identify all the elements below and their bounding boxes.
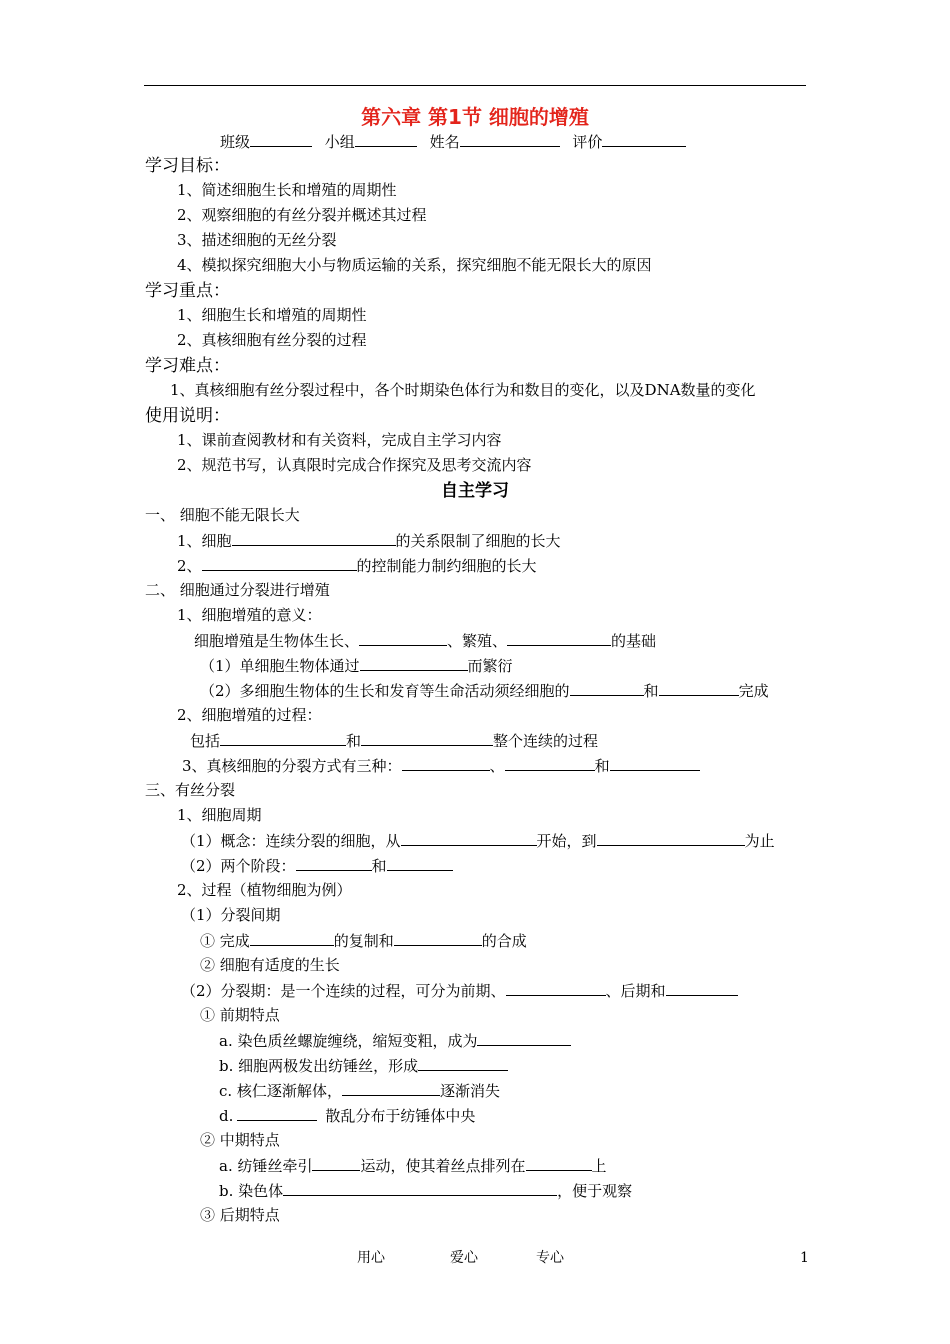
metaphase-b	[219, 1180, 632, 1201]
s2-q2-text	[190, 730, 598, 751]
s2-q1-2-blank-1[interactable]	[570, 680, 644, 696]
prophase-heading: ① 前期特点	[200, 1006, 280, 1024]
s3-q2-2-blank-1[interactable]	[506, 980, 606, 996]
prophase-a-text: a. 染色质丝螺旋缠绕，缩短变粗，成为	[219, 1032, 478, 1050]
s2-q2-text-a: 包括	[190, 732, 221, 750]
s2-q1-text-c: 的基础	[611, 632, 657, 650]
difficulties-heading: 学习难点：	[145, 356, 230, 376]
objective-item: 4、模拟探究细胞大小与物质运输的关系，探究细胞不能无限长大的原因	[177, 256, 652, 274]
s2-q1-1-text-b: 而繁衍	[467, 657, 513, 675]
s2-q1-1	[200, 655, 513, 676]
prophase-d-blank[interactable]	[237, 1105, 317, 1121]
footer-left: 用心	[357, 1250, 385, 1266]
self-study-heading: 自主学习	[441, 481, 509, 501]
key-points-heading: 学习重点：	[145, 281, 230, 301]
s3-q2-1: （1）分裂间期	[181, 906, 281, 924]
s2-q1-2-text-a: （2）多细胞生物体的生长和发育等生命活动须经细胞的	[200, 682, 570, 700]
anaphase-heading: ③ 后期特点	[200, 1206, 280, 1224]
s2-q2-text-c: 整个连续的过程	[493, 732, 599, 750]
name-field[interactable]	[460, 131, 560, 147]
footer-mid: 爱心	[450, 1250, 478, 1266]
s2-q1-2-text-c: 完成	[738, 682, 769, 700]
prophase-a	[219, 1030, 571, 1051]
metaphase-a-text-c: 上	[591, 1157, 607, 1175]
s3-q2-2-text-a: （2）分裂期：是一个连续的过程，可分为前期、	[181, 982, 506, 1000]
section-three-title: 三、有丝分裂	[145, 781, 236, 799]
s2-q1-text	[194, 630, 656, 651]
s3-q1-2-blank-2[interactable]	[387, 855, 453, 871]
s2-q1-text-b: 、繁殖、	[447, 632, 508, 650]
s2-q2-text-b: 和	[346, 732, 362, 750]
s2-question-1: 1、细胞增殖的意义：	[177, 606, 322, 624]
s2-q1-blank-1[interactable]	[359, 630, 447, 646]
usage-item: 2、规范书写，认真限时完成合作探究及思考交流内容	[177, 456, 532, 474]
objective-item: 1、简述细胞生长和增殖的周期性	[177, 181, 397, 199]
metaphase-a-blank-2[interactable]	[526, 1155, 592, 1171]
section-two-title: 二、 细胞通过分裂进行增殖	[145, 581, 330, 599]
s2-q1-1-text-a: （1）单细胞生物体通过	[200, 657, 360, 675]
s2-q2-blank-2[interactable]	[361, 730, 493, 746]
s3-q2-1-i	[200, 930, 527, 951]
objective-item: 3、描述细胞的无丝分裂	[177, 231, 337, 249]
s2-q3-text-c: 和	[594, 757, 610, 775]
usage-item: 1、课前查阅教材和有关资料，完成自主学习内容	[177, 431, 502, 449]
s2-q1-blank-2[interactable]	[507, 630, 611, 646]
s3-q1-2	[181, 855, 453, 876]
objectives-heading: 学习目标：	[145, 156, 230, 176]
class-label: 班级	[220, 133, 251, 151]
group-label: 小组	[324, 133, 355, 151]
metaphase-b-blank[interactable]	[283, 1180, 557, 1196]
s3-q1-2-blank-1[interactable]	[296, 855, 372, 871]
s3-q2-2	[181, 980, 738, 1001]
eval-label: 评价	[572, 133, 603, 151]
metaphase-a	[219, 1155, 607, 1176]
s2-q3-text-a: 3、真核细胞的分裂方式有三种：	[182, 757, 402, 775]
s3-q2-1-ii: ② 细胞有适度的生长	[200, 956, 340, 974]
s1-q1-blank[interactable]	[232, 530, 396, 546]
s2-question-2: 2、细胞增殖的过程：	[177, 706, 322, 724]
s2-q3-blank-1[interactable]	[402, 755, 490, 771]
group-field[interactable]	[355, 131, 417, 147]
s3-question-1: 1、细胞周期	[177, 806, 262, 824]
prophase-d	[219, 1105, 475, 1126]
footer-right: 专心	[536, 1250, 564, 1266]
s3-q1-2-text-a: （2）两个阶段：	[181, 857, 296, 875]
prophase-c	[219, 1080, 500, 1101]
s3-q2-2-blank-2[interactable]	[666, 980, 738, 996]
s3-q2-1-i-text-b: 的复制和	[333, 932, 394, 950]
metaphase-heading: ② 中期特点	[200, 1131, 280, 1149]
s1-q1-text-b: 的关系限制了细胞的长大	[395, 532, 561, 550]
header-rule	[144, 85, 806, 86]
objective-item: 2、观察细胞的有丝分裂并概述其过程	[177, 206, 427, 224]
metaphase-b-text-b: ，便于观察	[557, 1182, 633, 1200]
key-point-item: 2、真核细胞有丝分裂的过程	[177, 331, 367, 349]
prophase-b	[219, 1055, 508, 1076]
s2-question-3	[182, 755, 700, 776]
info-line	[220, 131, 686, 152]
metaphase-a-blank-1[interactable]	[312, 1155, 360, 1171]
s2-q1-2-text-b: 和	[643, 682, 659, 700]
s3-question-2: 2、过程（植物细胞为例）	[177, 881, 352, 899]
s1-q2-text-b: 的控制能力制约细胞的长大	[356, 557, 537, 575]
page-title: 第六章 第1节 细胞的增殖	[361, 105, 589, 129]
s3-q2-2-text-b: 、后期和	[605, 982, 666, 1000]
usage-heading: 使用说明：	[145, 406, 230, 426]
s2-q1-1-blank[interactable]	[360, 655, 468, 671]
prophase-a-blank[interactable]	[477, 1030, 571, 1046]
s3-q1-1	[181, 830, 775, 851]
s3-q1-1-text-a: （1）概念：连续分裂的细胞，从	[181, 832, 401, 850]
class-field[interactable]	[250, 131, 312, 147]
s3-q1-1-blank-2[interactable]	[597, 830, 745, 846]
section-one-title: 一、 细胞不能无限长大	[145, 506, 300, 524]
key-point-item: 1、细胞生长和增殖的周期性	[177, 306, 367, 324]
s1-question-1	[177, 530, 561, 551]
s2-q1-2	[200, 680, 769, 701]
s2-q3-text-b: 、	[489, 757, 505, 775]
s2-q2-blank-1[interactable]	[220, 730, 346, 746]
s3-q1-1-blank-1[interactable]	[401, 830, 537, 846]
s3-q2-1-i-blank-2[interactable]	[394, 930, 482, 946]
s3-q1-1-text-b: 开始，到	[536, 832, 597, 850]
s2-q1-2-blank-2[interactable]	[659, 680, 739, 696]
s1-q2-text-a: 2、	[177, 557, 202, 575]
prophase-b-blank[interactable]	[418, 1055, 508, 1071]
metaphase-a-text-a: a. 纺锤丝牵引	[219, 1157, 313, 1175]
s1-q1-text-a: 1、细胞	[177, 532, 232, 550]
s2-q3-blank-2[interactable]	[505, 755, 595, 771]
s3-q1-1-text-c: 为止	[744, 832, 775, 850]
prophase-c-text-a: c. 核仁逐渐解体，	[219, 1082, 342, 1100]
s3-q2-1-i-blank-1[interactable]	[250, 930, 334, 946]
s2-q3-blank-3[interactable]	[610, 755, 700, 771]
s2-q1-text-a: 细胞增殖是生物体生长、	[194, 632, 360, 650]
s3-q1-2-text-b: 和	[371, 857, 387, 875]
s3-q2-1-i-text-a: ① 完成	[200, 932, 250, 950]
page-number: 1	[800, 1250, 809, 1266]
s3-q2-1-i-text-c: 的合成	[481, 932, 527, 950]
eval-field[interactable]	[602, 131, 686, 147]
prophase-d-text-a: d.	[219, 1107, 234, 1125]
prophase-b-text: b. 细胞两极发出纺锤丝，形成	[219, 1057, 419, 1075]
s1-q2-blank[interactable]	[202, 555, 357, 571]
difficulty-item: 1、真核细胞有丝分裂过程中，各个时期染色体行为和数目的变化，以及DNA数量的变化	[170, 381, 756, 399]
metaphase-a-text-b: 运动，使其着丝点排列在	[360, 1157, 526, 1175]
prophase-c-blank[interactable]	[342, 1080, 440, 1096]
name-label: 姓名	[429, 133, 460, 151]
s1-question-2	[177, 555, 537, 576]
prophase-c-text-b: 逐渐消失	[439, 1082, 500, 1100]
metaphase-b-text-a: b. 染色体	[219, 1182, 284, 1200]
prophase-d-text-b: 散乱分布于纺锤体中央	[325, 1107, 476, 1125]
